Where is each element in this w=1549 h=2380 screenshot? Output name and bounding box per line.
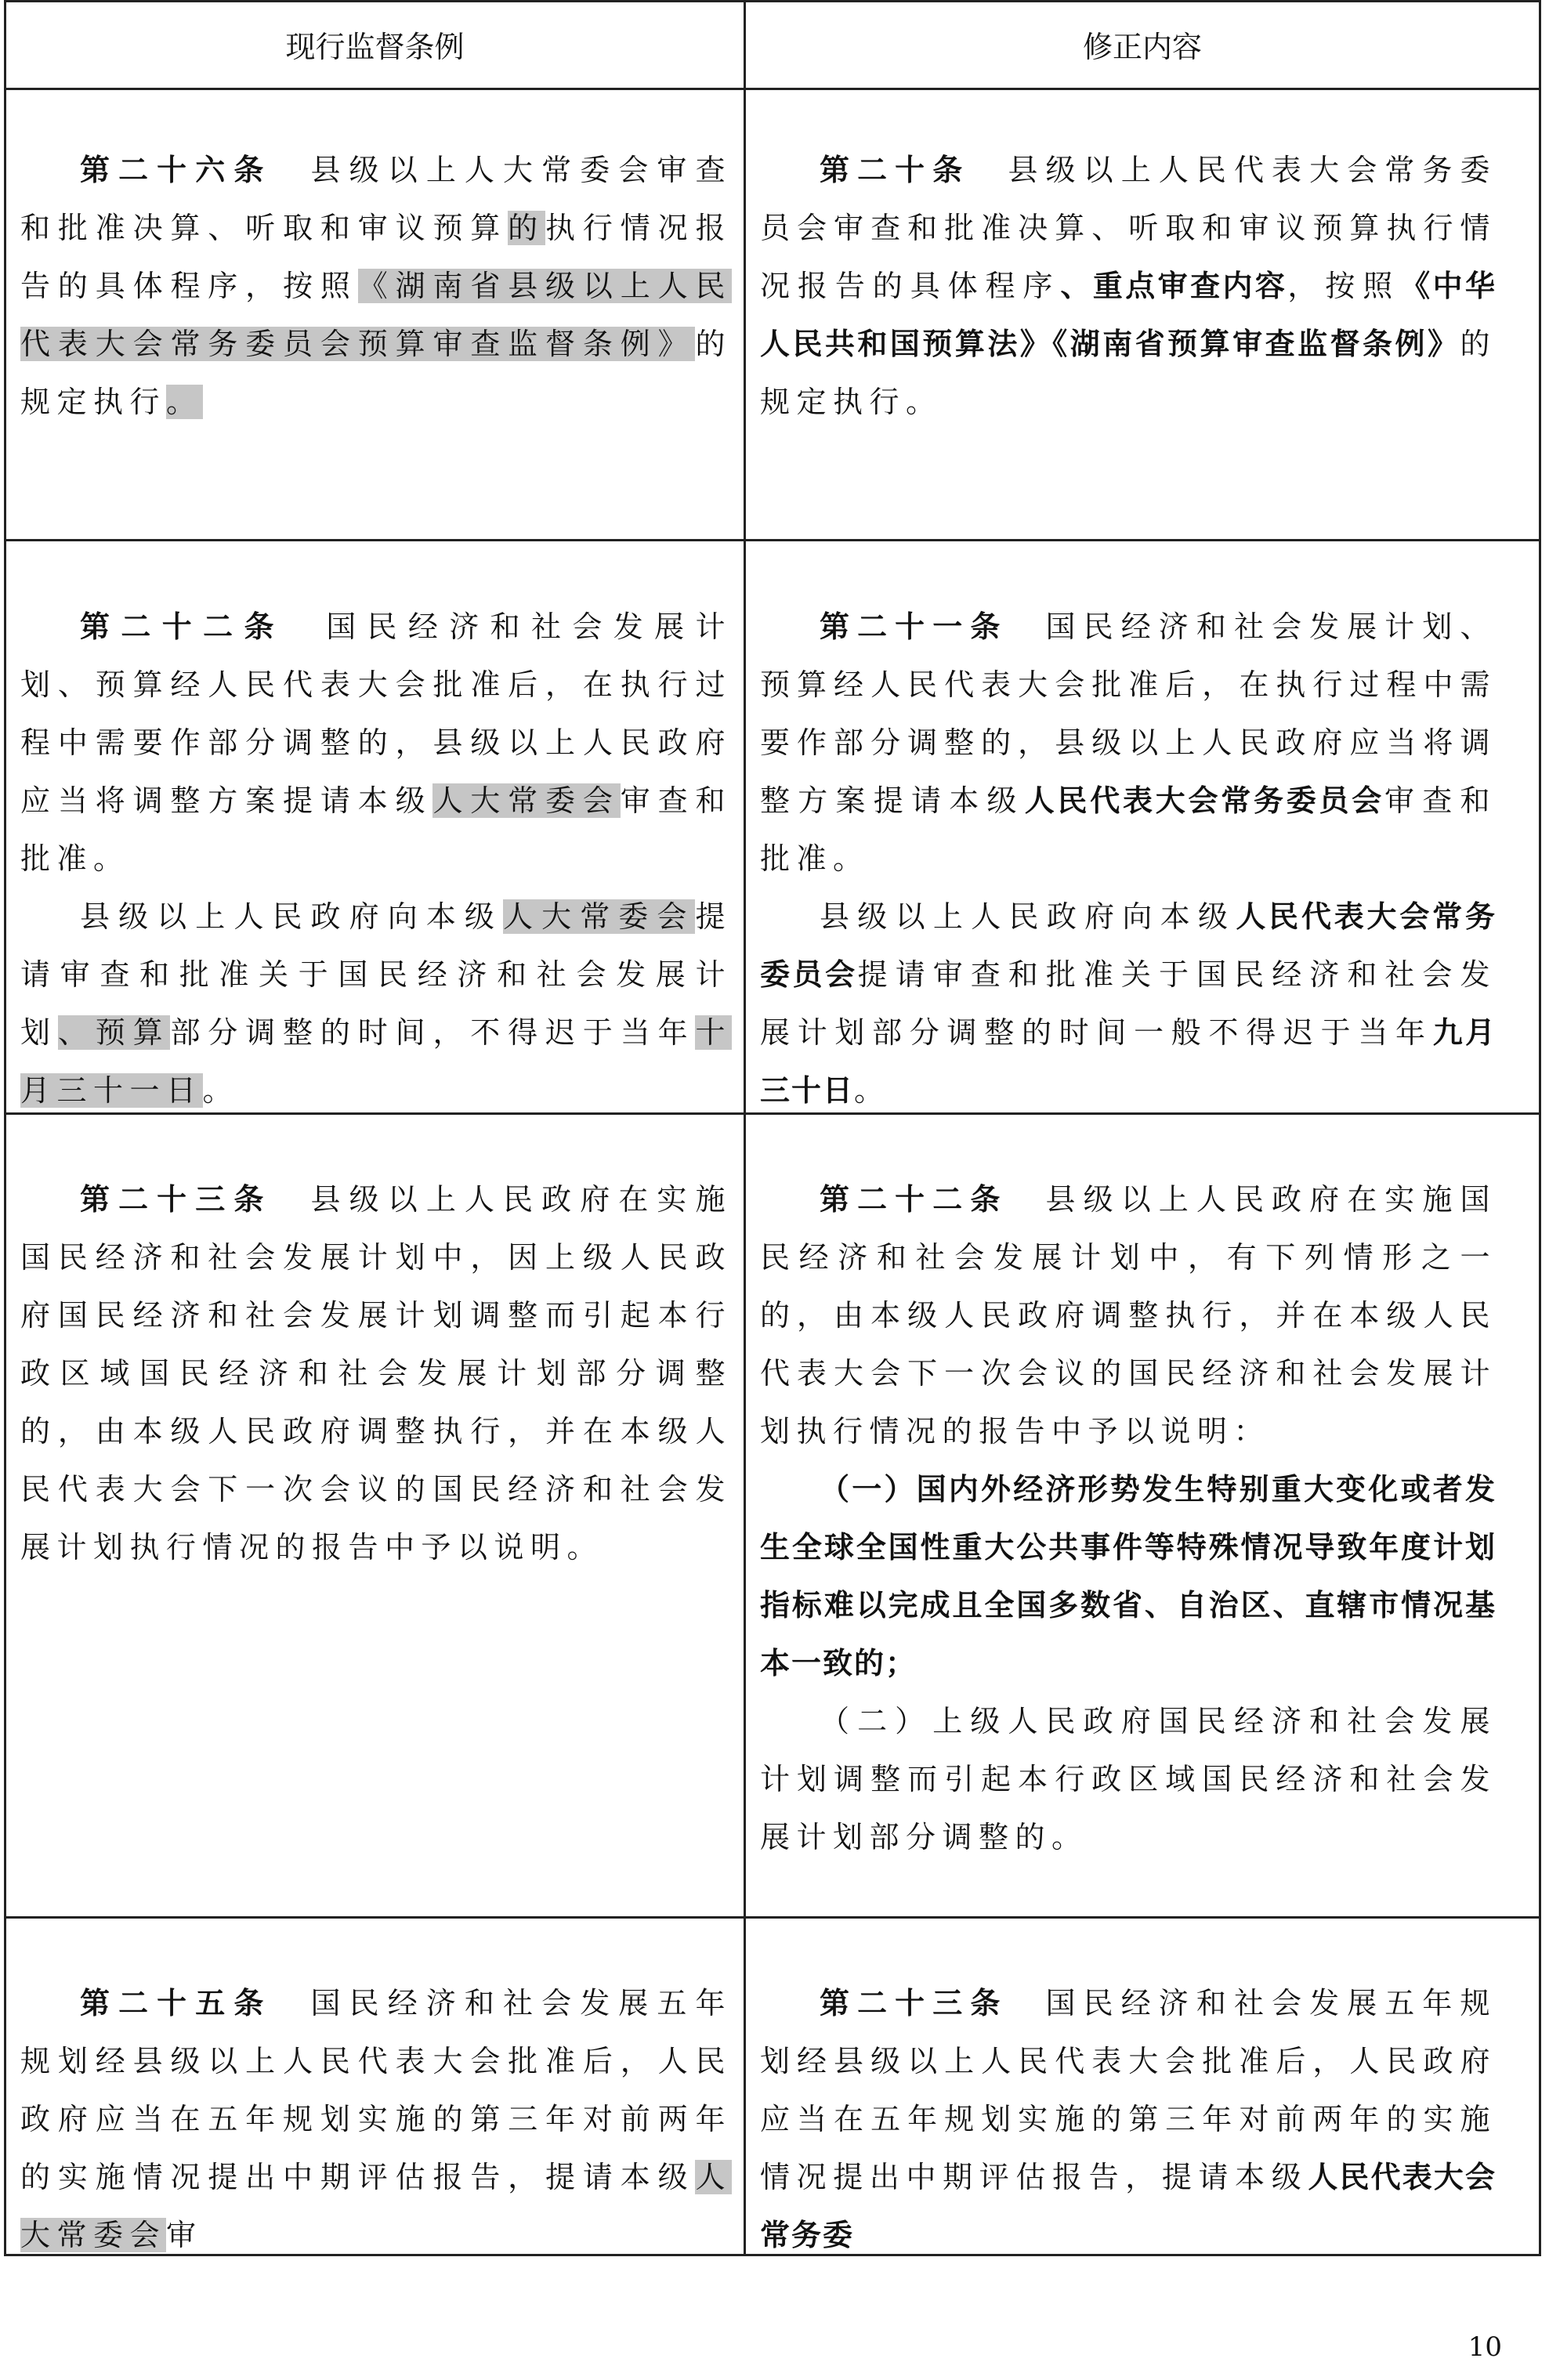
row-2-amended-text (760, 598, 1497, 1119)
amended-text: （一）国内外经济形势发生特别重大变化或者发生全球全国性重大公共事件等特殊情况导致年度计划指标难以完成且全国多数省、自治区、直辖市情况基本一致的； (760, 1472, 1497, 1680)
clause-text: 国民经济和社会发展五年规划经县级以上人民代表大会批准后，人民政府应当在五年规划实施的第三年对前两年的实施情况提出中期评估报告，提请本级 (760, 1986, 1497, 2194)
highlighted-text: 《湖南省县级以上人民代表大会常务委员会预算审查监督条例》 (20, 269, 732, 361)
highlighted-text: 、预算 (57, 1015, 171, 1050)
clause-text: 。 (202, 1073, 240, 1108)
clause-paragraph (760, 888, 1497, 1119)
clause-paragraph (20, 598, 732, 888)
clause-paragraph (20, 888, 732, 1119)
clause-paragraph (760, 1170, 1497, 1460)
clause-text: 的规定执行 (20, 327, 732, 419)
clause-text: 审查和批准。 (760, 783, 1497, 876)
clause-paragraph (760, 1460, 1497, 1692)
clause-paragraph (760, 1692, 1497, 1866)
article-number: 第二十六条 (80, 153, 273, 187)
clause-text: 县级以上人大常委会审查和批准决算、听取和审议预算 (20, 153, 732, 245)
amended-text: 《中华人民共和国预算法》《湖南省预算审查监督条例》 (760, 269, 1497, 361)
clause-text: 提请审查和批准关于国民经济和社会发展计划部分调整的时间一般不得迟于当年 (760, 957, 1497, 1050)
clause-text: 审查和批准。 (20, 783, 732, 876)
clause-text: 国民经济和社会发展五年规划经县级以上人民代表大会批准后，人民政府应当在五年规划实施的第三年对前两年的实施情况提出中期评估报告，提请本级 (20, 1986, 732, 2194)
highlighted-text: 的 (508, 211, 546, 245)
clause-text: ，按照 (1287, 269, 1401, 303)
highlighted-text: 人大常委会 (432, 783, 621, 818)
clause-text: 国民经济和社会发展计划、预算经人民代表大会批准后，在执行过程中需要作部分调整的，县级以上人民政府应当将调整方案提请本级 (760, 609, 1497, 818)
clause-paragraph (760, 1974, 1497, 2264)
highlighted-text: 。 (166, 385, 203, 419)
clause-text: 县级以上人民代表大会常务委员会审查和批准决算、听取和审议预算执行情况报告的具体程序 (760, 153, 1497, 303)
clause-text: 的规定执行。 (760, 327, 1497, 419)
article-number: 第二十三条 (80, 1182, 273, 1217)
clause-text: 县级以上人民政府向本级 (80, 899, 504, 934)
row-divider (6, 1916, 1539, 1919)
row-4-current-text (20, 1974, 732, 2264)
clause-text: 县级以上人民政府在实施国民经济和社会发展计划中，有下列情形之一的，由本级人民政府调整执行，并在本级人民代表大会下一次会议的国民经济和社会发展计划执行情况的报告中予以说明： (760, 1182, 1497, 1449)
clause-text: 提请审查和批准关于国民经济和社会发展计划 (20, 899, 732, 1050)
row-1-amended-text (760, 141, 1497, 431)
row-3-current-text (20, 1170, 732, 1576)
row-divider (6, 539, 1539, 541)
column-header-amended: 修正内容 (1082, 29, 1202, 64)
article-number: 第二十五条 (80, 1986, 273, 2020)
article-number: 第二十一条 (820, 609, 1008, 644)
article-number: 第二十二条 (820, 1182, 1008, 1217)
article-number: 第二十三条 (820, 1986, 1008, 2020)
clause-paragraph (20, 141, 732, 431)
page-number: 10 (1468, 2331, 1502, 2363)
clause-text: （二）上级人民政府国民经济和社会发展计划调整而引起本行政区域国民经济和社会发展计划部分调整的。 (760, 1704, 1497, 1854)
amended-text: 、重点审查内容 (1060, 269, 1288, 303)
row-2-current-text (20, 598, 732, 1119)
amended-text: 九月三十日 (760, 1015, 1497, 1108)
amended-text: 人民代表大会常务委 (760, 2160, 1497, 2252)
clause-paragraph (20, 1170, 732, 1576)
clause-text: 县级以上人民政府在实施国民经济和社会发展计划中，因上级人民政府国民经济和社会发展计划调整而引起本行政区域国民经济和社会发展计划部分调整的，由本级人民政府调整执行，并在本级人民代表大会下一次会议的国民经济和社会发展计划执行情况的报告中予以说明。 (20, 1182, 732, 1564)
row-1-current-text (20, 141, 732, 431)
amended-text: 人民代表大会常务委员会 (760, 899, 1497, 992)
highlighted-text: 十月三十一日 (20, 1015, 732, 1108)
column-header-current: 现行监督条例 (285, 29, 465, 64)
column-divider (744, 0, 746, 2256)
comparison-table (4, 0, 1541, 2256)
clause-text: 审 (166, 2218, 203, 2252)
clause-paragraph (760, 598, 1497, 888)
clause-text: 执行情况报告的具体程序，按照 (20, 211, 732, 303)
article-number: 第二十条 (820, 153, 971, 187)
highlighted-text: 人大常委会 (503, 899, 696, 934)
clause-text: 。 (854, 1073, 891, 1108)
clause-text: 县级以上人民政府向本级 (820, 899, 1236, 934)
highlighted-text: 人大常委会 (20, 2160, 732, 2252)
row-3-amended-text (760, 1170, 1497, 1866)
row-4-amended-text (760, 1974, 1497, 2264)
article-number: 第二十二条 (80, 609, 285, 644)
clause-paragraph (760, 141, 1497, 431)
clause-paragraph (20, 1974, 732, 2264)
header-divider (6, 88, 1539, 90)
amended-text: 人民代表大会常务委员会 (1024, 783, 1384, 818)
clause-text: 部分调整的时间，不得迟于当年 (170, 1015, 696, 1050)
clause-text: 国民经济和社会发展计划、预算经人民代表大会批准后，在执行过程中需要作部分调整的，县级以上人民政府应当将调整方案提请本级 (20, 609, 732, 818)
